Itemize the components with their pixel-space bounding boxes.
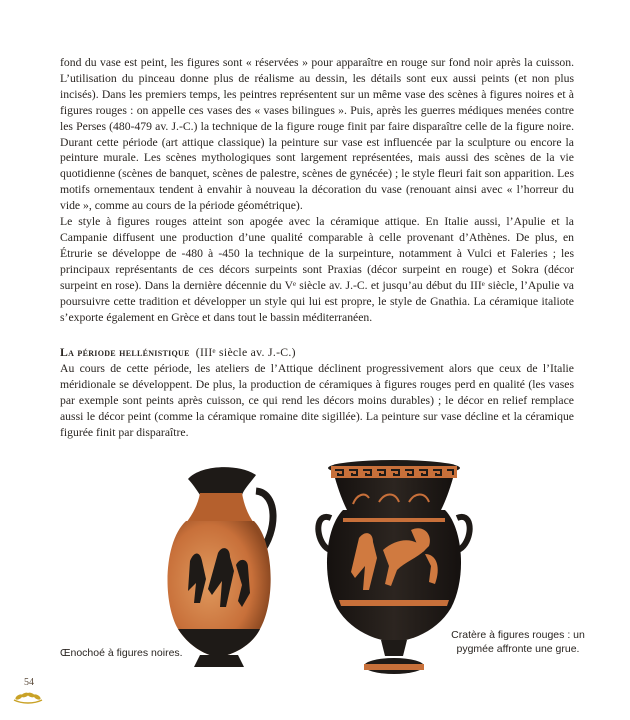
section-paragraph: Au cours de cette période, les ateliers de l’Attique déclinent progressivement alors que ceux de l’Italie méridionale se développent. De plus, la production de céramiques à figures rouges perd en qualité (les vases par exemple sont peints après cuisson, ce qui rend les décors moins durables) ; le décor en relief remplace aussi le décor peint (comme la céramique romaine dite sigillée). La peinture sur vase décline et la céramique figurée finit par disparaître. xyxy=(60,362,574,439)
body-text xyxy=(60,55,574,441)
laurel-ornament-icon xyxy=(10,688,46,706)
paragraph-2: Le style à figures rouges atteint son apogée avec la céramique attique. En Italie aussi, l’Apulie et la Campanie diffusent une production d’une qualité comparable à celle provenant d’Athènes. De plus, en Étrurie se développe de -480 à -450 la technique de la surpeinture, notamment à Vulci et Faleries ; les principaux représentants de ces décors surpeints sont Praxias (décor surpeint en rouge) et Sokra (décor surpeint en rose). Dans la dernière décennie du Vᵉ siècle av. J.-C. et jusqu’au début du IIIᵉ siècle, l’Apulie va poursuivre cette tradition et développer un style qui lui est propre, le style de Gnathia. La céramique italiote s’exporte également en Grèce et dans tout le bassin méditerranéen. xyxy=(60,215,574,324)
paragraph-1: fond du vase est peint, les figures sont « réservées » pour apparaître en rouge sur fond noir après la cuisson. L’utilisation du pinceau donne plus de réalisme au dessin, les détails sont eux aussi peints (et non plus incisés). Dans les premiers temps, les peintres représentent sur un même vase des scènes à figures noires et à figures rouges : on appelle ces vases des « vases bilingues ». Puis, après les guerres médiques menées contre les Perses (480-479 av. J.-C.) la technique de la figure rouge finit par faire disparaître celle de la figure noire. Durant cette période (art attique classique) la peinture sur vase est influencée par la sculpture ou encore la peinture murale. Les scènes mythologiques sont largement représentées, mais aussi des scènes de la vie quotidienne (scènes de banquet, scènes de palestre, scènes de gynécée) ; le style fleuri fait son apparition. Les motifs ornementaux tendent à envahir à nouveau la décoration du vase (renouant ainsi avec « l’horreur du vide », comme au cours de la période géométrique). xyxy=(60,56,574,213)
figure-caption-oinochoe: Œnochoé à figures noires. xyxy=(60,647,183,659)
section-subtitle: (IIIᵉ siècle av. J.-C.) xyxy=(195,346,296,360)
page-number: 54 xyxy=(24,677,34,688)
section-title: La période hellénistique xyxy=(60,346,190,360)
oinochoe-vase-image xyxy=(160,461,278,671)
section-heading xyxy=(60,345,574,361)
figure-caption-krater: Cratère à figures rouges : un pygmée affronte une grue. xyxy=(451,629,585,655)
